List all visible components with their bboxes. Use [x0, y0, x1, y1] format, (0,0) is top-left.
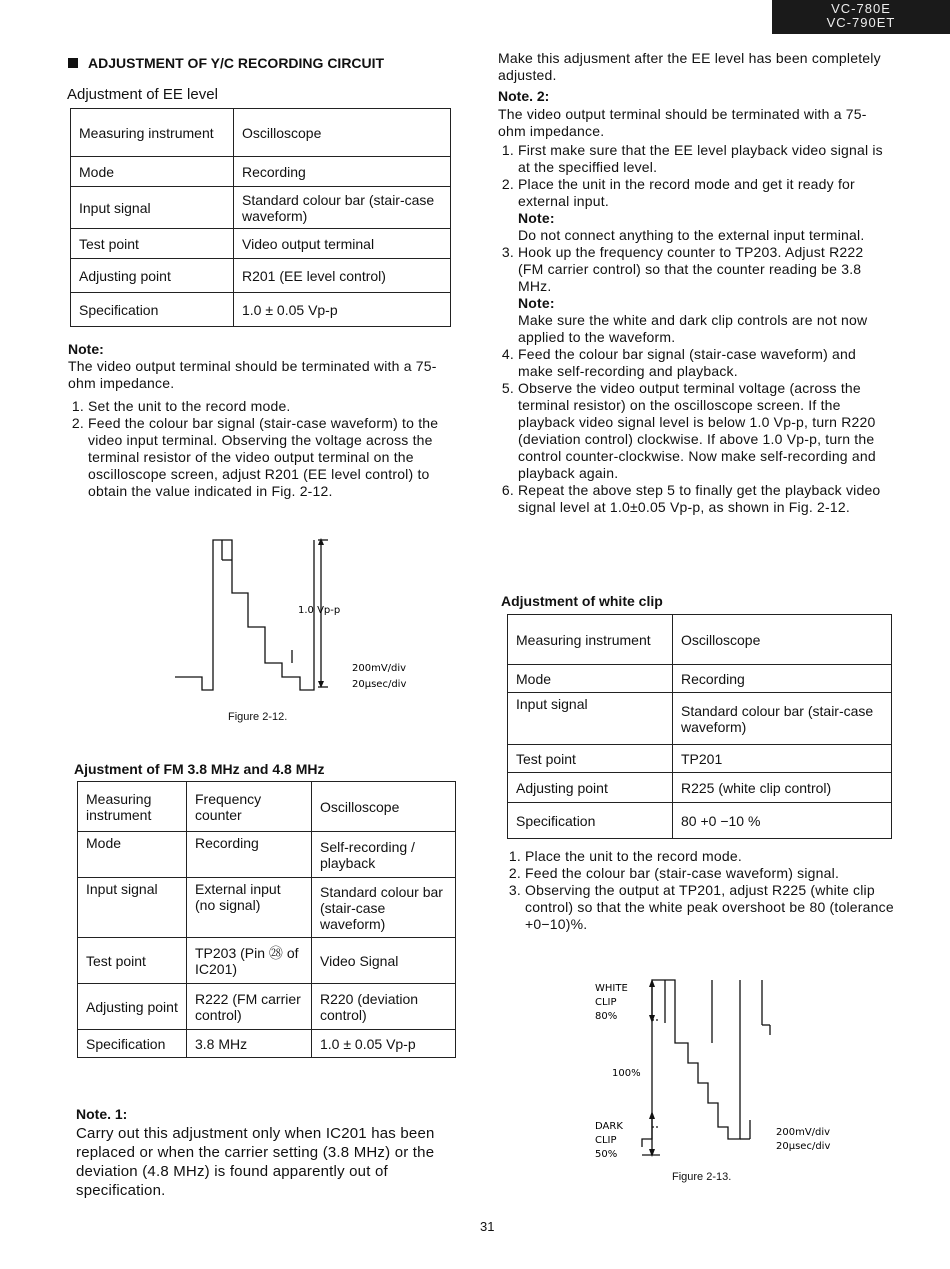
note1-label: Note. 1: — [76, 1106, 128, 1122]
fm-cell: R220 (deviation control) — [312, 984, 456, 1030]
fm-steps — [498, 142, 891, 516]
ee-steps — [68, 398, 453, 500]
wc-step: 1. Place the unit to the record mode. — [525, 848, 897, 865]
ee-table — [70, 108, 451, 327]
figure-2-13 — [590, 975, 860, 1170]
ee-cell-label: Test point — [71, 229, 234, 259]
note-label: Note: — [68, 341, 104, 357]
fm-cell: Standard colour bar (stair-case waveform) — [312, 878, 456, 938]
ee-cell-label: Mode — [71, 157, 234, 187]
fig12-amplitude: 1.0 Vp-p — [298, 605, 341, 616]
fm-step: 1. First make sure that the EE level playback video signal is at the speciffied level. — [518, 142, 891, 176]
wc-cell-label: Specification — [508, 803, 673, 839]
model-badge — [772, 0, 950, 34]
square-bullet-icon — [68, 58, 78, 68]
fig13-80: 80% — [595, 1011, 618, 1022]
ee-cell-label: Input signal — [71, 187, 234, 229]
fm-cell: Input signal — [78, 878, 187, 938]
wc-cell-label: Input signal — [508, 693, 673, 745]
fm-table — [77, 781, 456, 1058]
fm-cell: External input (no signal) — [187, 878, 312, 938]
fig13-caption: Figure 2-13. — [672, 1171, 732, 1183]
ee-cell-label: Specification — [71, 293, 234, 327]
wc-steps — [505, 848, 897, 933]
fm-cell: Measuring instrument — [78, 782, 187, 832]
fig13-dark: DARK — [595, 1121, 623, 1132]
wc-title: Adjustment of white clip — [501, 593, 663, 609]
wc-cell-value: Oscilloscope — [673, 615, 892, 665]
fm-cell: Test point — [78, 938, 187, 984]
fig13-50: 50% — [595, 1149, 618, 1160]
ee-title: Adjustment of EE level — [67, 86, 218, 103]
page-number: 31 — [480, 1219, 495, 1234]
fm-cell: Video Signal — [312, 938, 456, 984]
wc-cell-value: R225 (white clip control) — [673, 773, 892, 803]
fm-title: Ajustment of FM 3.8 MHz and 4.8 MHz — [74, 761, 325, 777]
wc-cell-label: Test point — [508, 745, 673, 773]
wc-cell-value: 80 +0 −10 % — [673, 803, 892, 839]
ee-step: 2. Feed the colour bar signal (stair-case waveform) to the video input terminal. Observing the voltage across the terminal resistor of the video output terminal on the oscilloscope screen, adjust R201 (EE level control) to obtain the value indicated in Fig. 2-12. — [88, 415, 453, 500]
wc-cell-label: Adjusting point — [508, 773, 673, 803]
wc-step: 2. Feed the colour bar (stair-case waveform) signal. — [525, 865, 897, 882]
fig12-scale-t: 20μsec/div — [352, 679, 407, 690]
fm-cell: Specification — [78, 1030, 187, 1058]
fig12-caption: Figure 2-12. — [228, 711, 288, 723]
fm-cell: Adjusting point — [78, 984, 187, 1030]
fig13-clip: CLIP — [595, 997, 617, 1008]
fm-cell: Oscilloscope — [312, 782, 456, 832]
fm-cell: TP203 (Pin ㉘ of IC201) — [187, 938, 312, 984]
ee-step: 1. Set the unit to the record mode. — [88, 398, 453, 415]
fm-cell: R222 (FM carrier control) — [187, 984, 312, 1030]
fm-cell: Self-recording / playback — [312, 832, 456, 878]
wc-cell-value: Standard colour bar (stair-case waveform) — [673, 693, 892, 745]
fig13-100: 100% — [612, 1068, 641, 1079]
fm-step: 5. Observe the video output terminal voltage (across the terminal resistor) on the oscilloscope screen. If the playback video signal level is below 1.0 Vp-p, turn R220 (deviation control) clockwise. If above 1.0 Vp-p, turn the control counter-clockwise. Now make self-recording and playback again. — [518, 380, 891, 482]
fig13-scale-t: 20μsec/div — [776, 1141, 831, 1152]
ee-cell-value: Oscilloscope — [234, 109, 451, 157]
model-label-1: VC-780E — [831, 1, 891, 16]
intro-text: Make this adjusment after the EE level has been completely adjusted. — [498, 50, 881, 83]
fm-step: 3. Hook up the frequency counter to TP203. Adjust R222 (FM carrier control) so that the counter reading be 3.8 MHz. Note: Make sure the white and dark clip controls are not now applied to the waveform. — [518, 244, 891, 346]
fig12-scale-v: 200mV/div — [352, 663, 407, 674]
fm-step: 4. Feed the colour bar signal (stair-case waveform) and make self-recording and playback. — [518, 346, 891, 380]
note2-text: The video output terminal should be terminated with a 75-ohm impedance. — [498, 106, 867, 139]
ee-cell-value: Standard colour bar (stair-case waveform) — [234, 187, 451, 229]
note-text: The video output terminal should be terminated with a 75-ohm impedance. — [68, 358, 437, 391]
ee-cell-label: Measuring instrument — [71, 109, 234, 157]
wc-table — [507, 614, 892, 839]
figure-2-12 — [170, 535, 430, 735]
ee-cell-value: 1.0 ± 0.05 Vp-p — [234, 293, 451, 327]
wc-step: 3. Observing the output at TP201, adjust R225 (white clip control) so that the white peak overshoot be 80 (tolerance +0−10)%. — [525, 882, 897, 933]
fig13-clip2: CLIP — [595, 1135, 617, 1146]
fig13-scale-v: 200mV/div — [776, 1127, 831, 1138]
wc-cell-label: Mode — [508, 665, 673, 693]
ee-cell-label: Adjusting point — [71, 259, 234, 293]
ee-cell-value: Video output terminal — [234, 229, 451, 259]
fm-cell: Recording — [187, 832, 312, 878]
model-label-2: VC-790ET — [826, 15, 896, 30]
wc-cell-value: Recording — [673, 665, 892, 693]
wc-cell-label: Measuring instrument — [508, 615, 673, 665]
note1-text: Carry out this adjustment only when IC201 has been replaced or when the carrier setting (3.8 MHz) or the deviation (4.8 MHz) is found apparently out of specification. — [76, 1125, 435, 1199]
ee-cell-value: R201 (EE level control) — [234, 259, 451, 293]
fm-cell: Frequency counter — [187, 782, 312, 832]
section-title: ADJUSTMENT OF Y/C RECORDING CIRCUIT — [68, 55, 384, 72]
fig13-white: WHITE — [595, 983, 628, 994]
note2-label: Note. 2: — [498, 88, 550, 104]
fm-step: 2. Place the unit in the record mode and get it ready for external input. Note: Do not connect anything to the external input terminal. — [518, 176, 891, 244]
fm-step: 6. Repeat the above step 5 to finally get the playback video signal level at 1.0±0.05 Vp-p, as shown in Fig. 2-12. — [518, 482, 891, 516]
ee-cell-value: Recording — [234, 157, 451, 187]
wc-cell-value: TP201 — [673, 745, 892, 773]
fm-cell: 1.0 ± 0.05 Vp-p — [312, 1030, 456, 1058]
fm-cell: 3.8 MHz — [187, 1030, 312, 1058]
fm-cell: Mode — [78, 832, 187, 878]
